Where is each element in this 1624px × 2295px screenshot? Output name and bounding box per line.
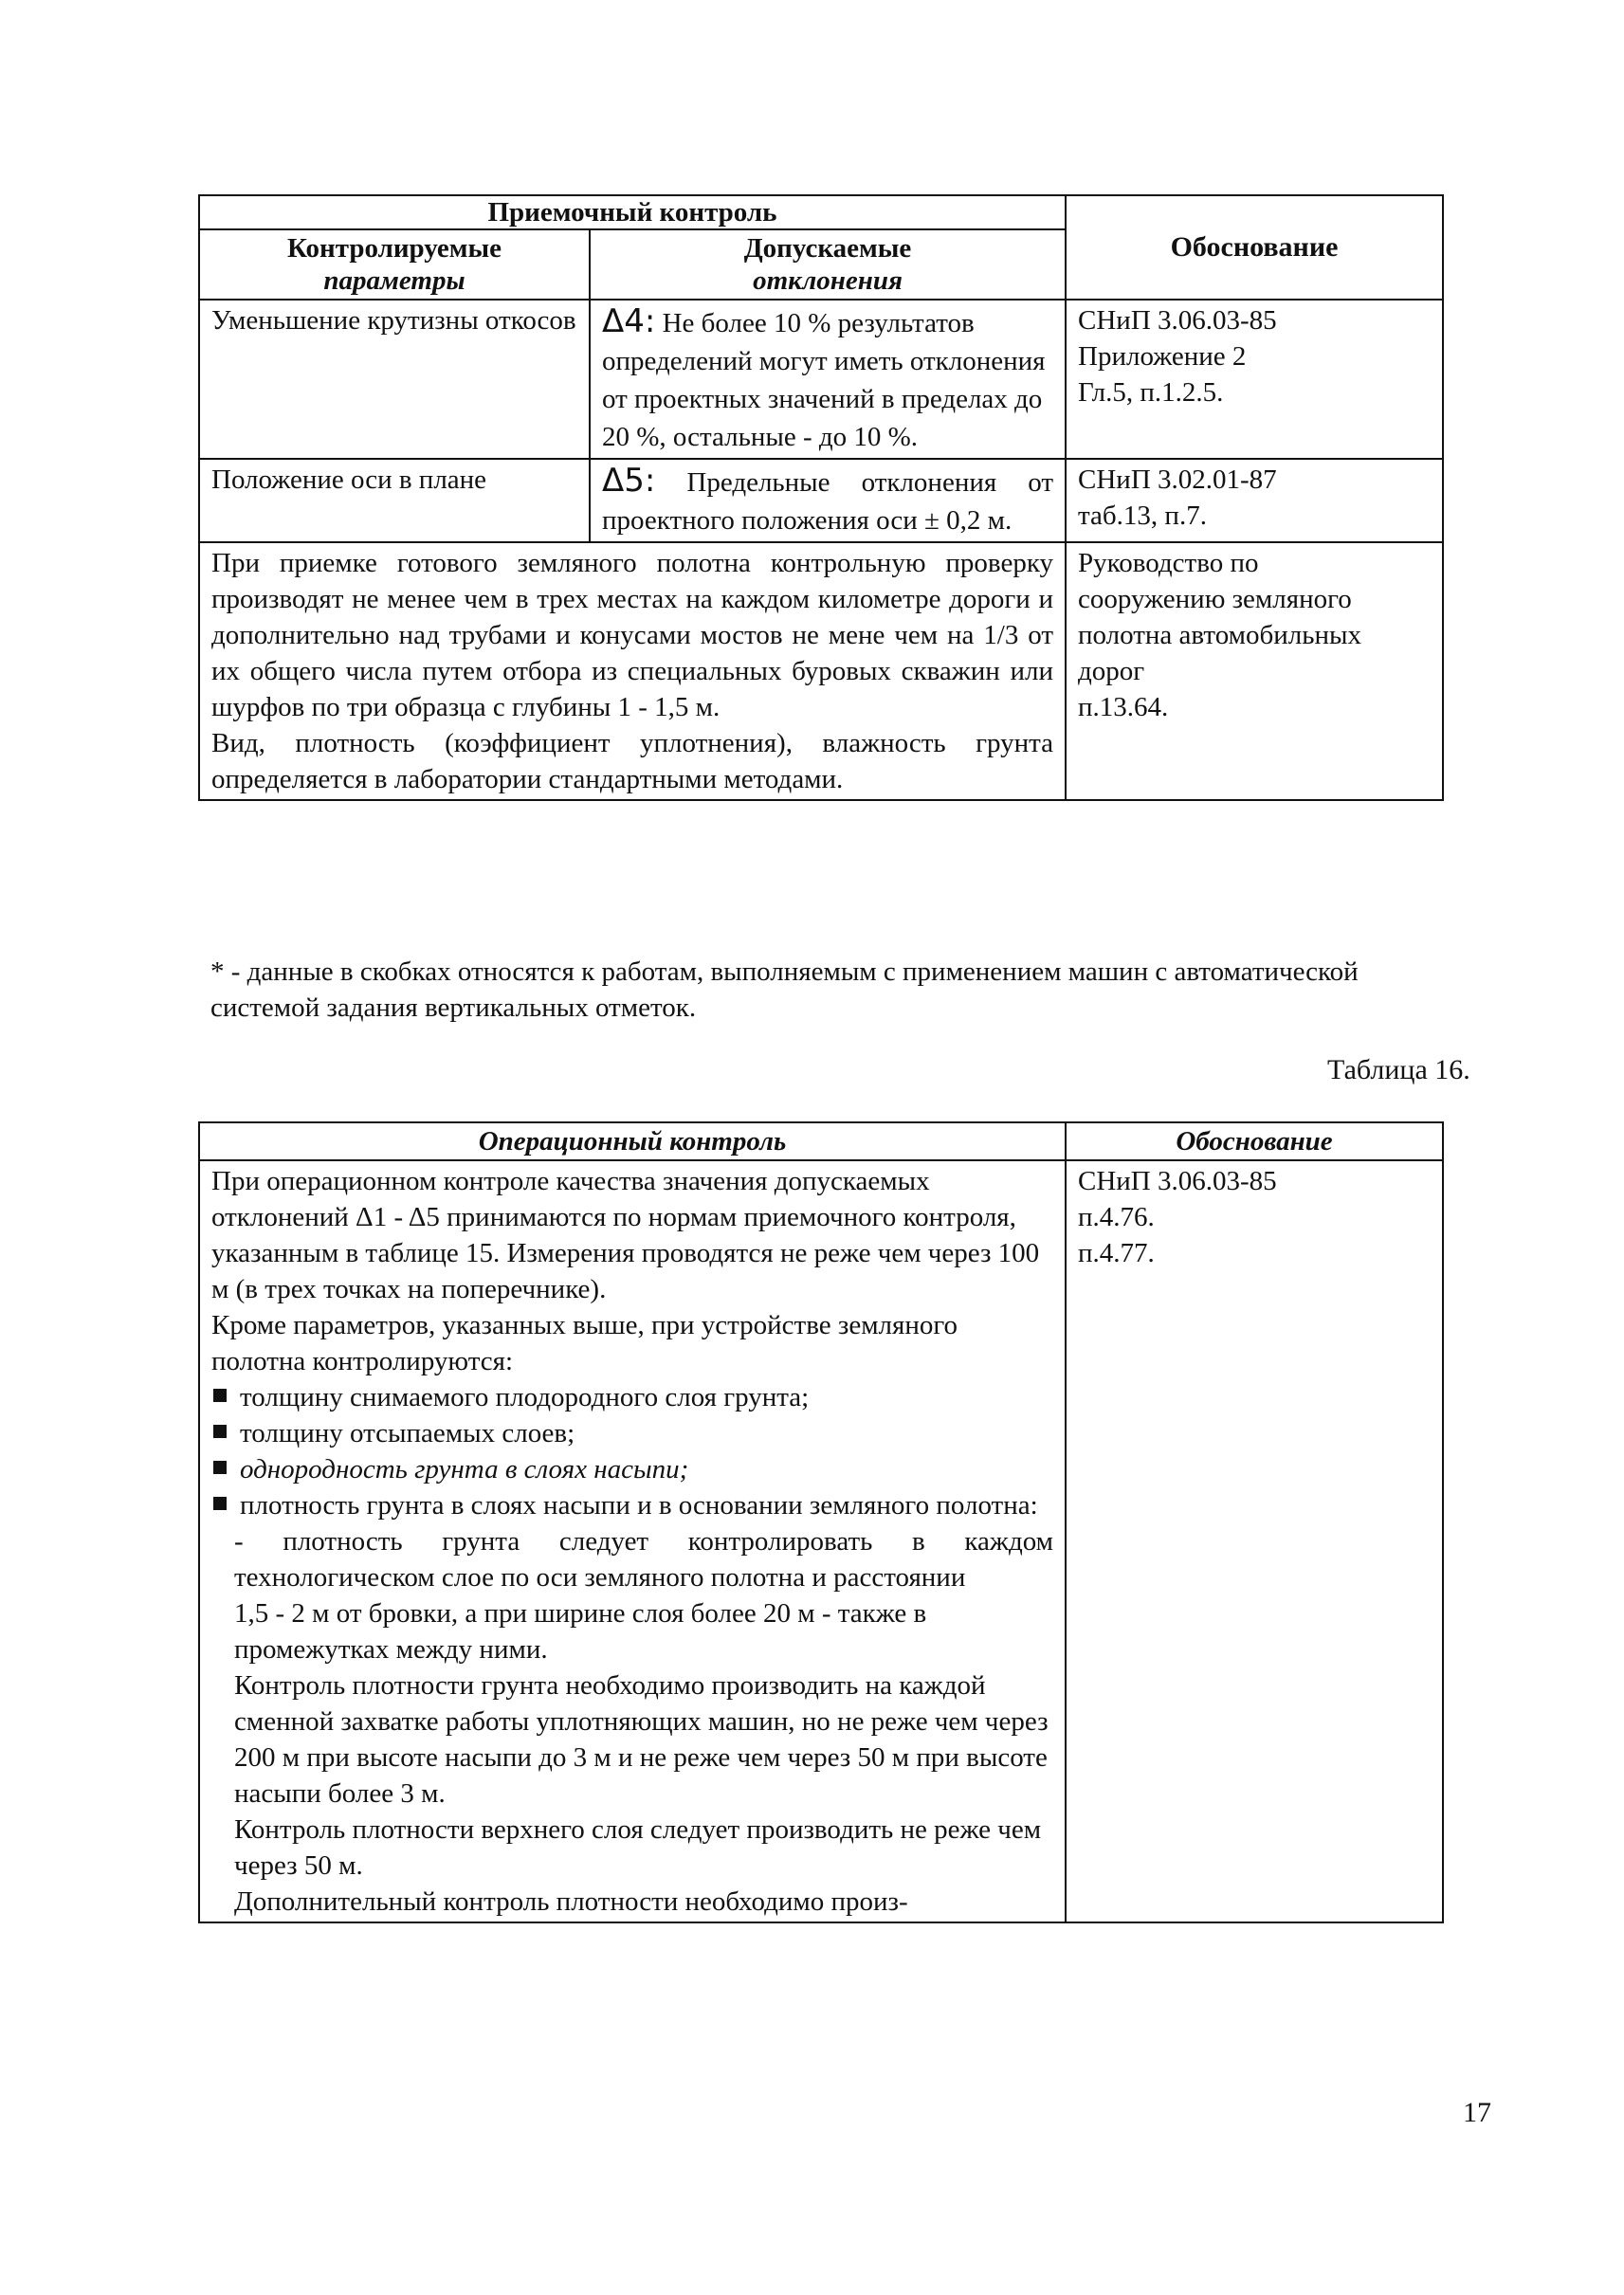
operational-control-cell xyxy=(199,1160,1066,1922)
delta-5-label: Δ5: xyxy=(602,462,656,500)
density-paragraph: Дополнительный контроль плотности необходимо произ- xyxy=(234,1886,908,1917)
allowed-deviations-header-line1: Допускаемые xyxy=(743,233,912,264)
list-item xyxy=(211,1379,1053,1415)
table-row xyxy=(199,300,1443,459)
density-paragraph: - плотность грунта следует контролировать в каждом технологическом слое по оси земляного полотна и расстоянии xyxy=(234,1526,1053,1593)
density-paragraph: 1,5 - 2 м от бровки, а при ширине слоя более 20 м - также в промежутках между ними. xyxy=(234,1598,927,1665)
basis-line: СНиП 3.06.03-85 xyxy=(1078,1166,1277,1196)
acceptance-note-p2: Вид, плотность (коэффициент уплотнения), влажность грунта определяется в лаборатории стандартными методами. xyxy=(211,728,1054,794)
basis-line: СНиП 3.06.03-85 xyxy=(1078,305,1277,336)
controlled-params-header-line1: Контролируемые xyxy=(286,233,502,264)
param-cell: Уменьшение крутизны откосов xyxy=(199,300,590,459)
acceptance-control-header: Приемочный контроль xyxy=(199,195,1066,229)
acceptance-note-cell xyxy=(199,542,1066,800)
square-bullet-icon xyxy=(213,1389,227,1402)
list-item xyxy=(211,1451,1053,1487)
basis-column-header: Обоснование xyxy=(1066,195,1443,300)
list-item xyxy=(211,1415,1053,1451)
controlled-params-header xyxy=(199,229,590,300)
intro-paragraph: При операционном контроле качества значения допускаемых отклонений Δ1 - Δ5 принимаются по нормам приемочного контроля, указанным в таблице 15. Измерения проводятся не реже чем через 100 м (в трех точках на поперечнике). xyxy=(211,1166,1040,1304)
page-number: 17 xyxy=(1463,2097,1491,2128)
basis-cell xyxy=(1066,300,1443,459)
deviation-text: Не более 10 % результатов определений могут иметь отклонения от проектных значений в пределах до 20 %, остальные - до 10 %. xyxy=(602,308,1046,452)
density-paragraph: Контроль плотности верхнего слоя следует производить не реже чем через 50 м. xyxy=(234,1814,1042,1881)
table-label: Таблица 16. xyxy=(1327,1054,1470,1085)
basis-line: дорог xyxy=(1078,656,1145,686)
square-bullet-icon xyxy=(213,1497,227,1510)
table-row xyxy=(199,459,1443,542)
deviation-text: Предельные отклонения от проектного положения оси ± 0,2 м. xyxy=(602,467,1054,536)
list-item-text: толщину снимаемого плодородного слоя грунта; xyxy=(240,1382,810,1412)
allowed-deviations-header xyxy=(590,229,1066,300)
list-item-text: плотность грунта в слоях насыпи и в основании земляного полотна: xyxy=(240,1490,1038,1521)
basis-line: таб.13, п.7. xyxy=(1078,501,1207,531)
deviation-cell xyxy=(590,300,1066,459)
basis-cell xyxy=(1066,1160,1443,1922)
basis-cell xyxy=(1066,542,1443,800)
controlled-params-header-line2: параметры xyxy=(323,265,465,296)
allowed-deviations-header-line2: отклонения xyxy=(753,265,903,296)
list-item-text: толщину отсыпаемых слоев; xyxy=(240,1418,575,1448)
basis-line: Приложение 2 xyxy=(1078,341,1247,372)
operational-control-header: Операционный контроль xyxy=(199,1122,1066,1160)
delta-4-label: Δ4: xyxy=(602,302,656,340)
basis-line: Гл.5, п.1.2.5. xyxy=(1078,377,1224,408)
basis-line: п.13.64. xyxy=(1078,692,1169,722)
table-row xyxy=(199,1160,1443,1922)
also-controlled-paragraph: Кроме параметров, указанных выше, при устройстве земляного полотна контролируются: xyxy=(211,1310,958,1376)
basis-cell xyxy=(1066,459,1443,542)
basis-line: полотна автомобильных xyxy=(1078,620,1361,650)
list-item xyxy=(211,1487,1053,1523)
acceptance-note-p1: При приемке готового земляного полотна контрольную проверку производят не менее чем в трех местах на каждом километре дороги и дополнительно над трубами и конусами мостов не мене чем на 1/3 от их общего числа путем отбора из специальных буровых скважин или шурфов по три образца с глубины 1 - 1,5 м. xyxy=(211,548,1054,722)
basis-line: п.4.77. xyxy=(1078,1238,1155,1268)
basis-line: п.4.76. xyxy=(1078,1202,1155,1232)
acceptance-control-table xyxy=(198,194,1444,801)
basis-column-header: Обоснование xyxy=(1066,1122,1443,1160)
table-row xyxy=(199,542,1443,800)
table-footnote: * - данные в скобках относятся к работам, выполняемым с применением машин с автоматической системой задания вертикальных отметок. xyxy=(210,956,1359,1023)
basis-line: СНиП 3.02.01-87 xyxy=(1078,464,1277,495)
density-paragraph: Контроль плотности грунта необходимо производить на каждой сменной захватке работы уплотняющих машин, но не реже чем через 200 м при высоте насыпи до 3 м и не реже чем через 50 м при высоте насыпи более 3 м. xyxy=(234,1670,1049,1809)
param-cell: Положение оси в плане xyxy=(199,459,590,542)
basis-line: Руководство по xyxy=(1078,548,1259,578)
basis-line: сооружению земляного xyxy=(1078,584,1352,614)
operational-control-table xyxy=(198,1121,1444,1923)
square-bullet-icon xyxy=(213,1461,227,1474)
deviation-cell xyxy=(590,459,1066,542)
list-item-text: однородность грунта в слоях насыпи; xyxy=(240,1454,689,1484)
square-bullet-icon xyxy=(213,1425,227,1438)
